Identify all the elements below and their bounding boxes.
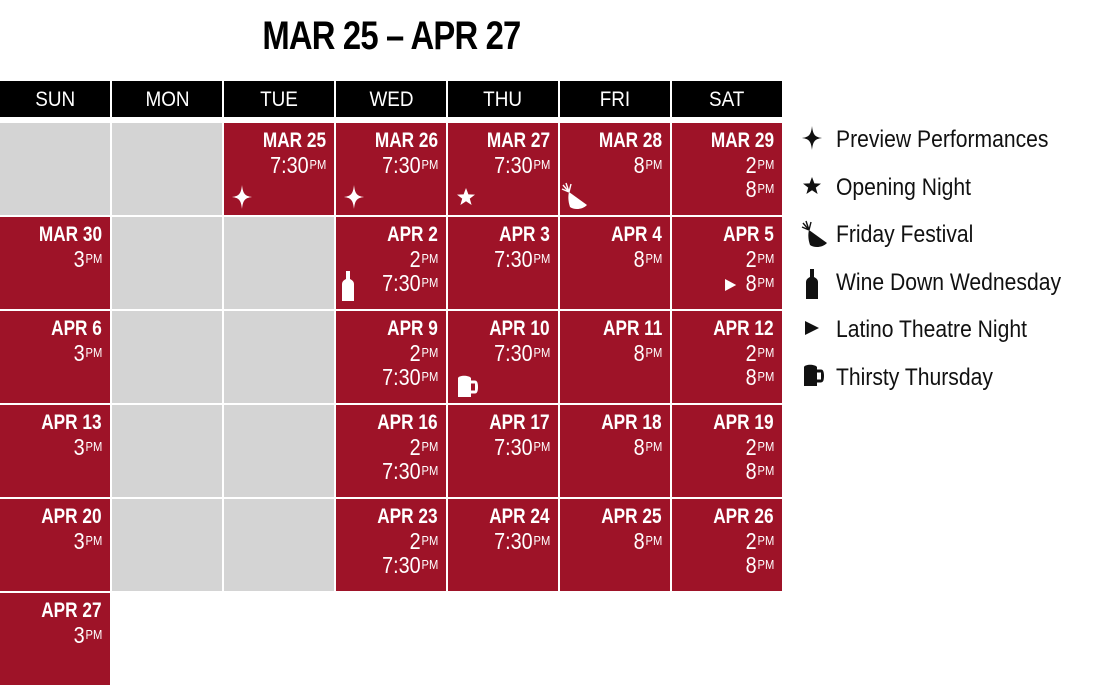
showtime — [745, 365, 774, 389]
showtime-ampm: PM — [421, 463, 438, 478]
performance-date: MAR 30 — [38, 223, 102, 246]
showtime-ampm: PM — [421, 439, 438, 454]
showtime-ampm: PM — [757, 345, 774, 360]
showtime — [73, 435, 102, 459]
showtime-value: 8 — [633, 528, 645, 554]
showtime-value: 7:30 — [381, 458, 421, 484]
page-title: MAR 25 – APR 27 — [262, 14, 521, 58]
showtimes — [373, 529, 438, 577]
showtime-value: 2 — [745, 340, 757, 366]
showtime-ampm: PM — [421, 533, 438, 548]
showtimes — [629, 341, 662, 365]
showtime-ampm: PM — [757, 463, 774, 478]
showtime — [633, 153, 662, 177]
performance-day-cell — [0, 217, 110, 309]
showtime-ampm: PM — [421, 251, 438, 266]
empty-day-cell — [224, 499, 334, 591]
showtime-ampm: PM — [533, 251, 550, 266]
showtime — [633, 435, 662, 459]
showtime — [382, 341, 438, 365]
performance-day-cell — [336, 217, 446, 309]
performance-day-cell — [336, 311, 446, 403]
legend-label: Latino Theatre Night — [836, 316, 1027, 343]
performance-day-cell — [0, 593, 110, 685]
showtime-value: 8 — [745, 176, 757, 202]
showtime-value: 8 — [633, 434, 645, 460]
showtimes — [741, 341, 774, 389]
showtime-ampm: PM — [757, 439, 774, 454]
performance-date: APR 16 — [377, 411, 438, 434]
showtime — [745, 459, 774, 483]
showtime-ampm: PM — [85, 439, 102, 454]
showtime — [745, 435, 774, 459]
showtimes — [69, 247, 102, 271]
showtime — [745, 529, 774, 553]
performance-day-cell — [672, 217, 782, 309]
showtime — [382, 153, 438, 177]
performance-day-cell — [336, 405, 446, 497]
performance-date: APR 27 — [41, 599, 102, 622]
showtimes — [741, 153, 774, 201]
showtimes — [261, 153, 326, 177]
weekday-label: FRI — [599, 88, 631, 111]
showtimes — [741, 529, 774, 577]
showtime — [382, 459, 438, 483]
showtime — [382, 365, 438, 389]
showtime-ampm: PM — [757, 533, 774, 548]
sparkle-icon — [800, 124, 830, 158]
star-icon — [800, 172, 830, 206]
performance-date: APR 24 — [489, 505, 550, 528]
showtimes — [373, 435, 438, 483]
showtime — [494, 529, 550, 553]
performance-day-cell — [0, 405, 110, 497]
showtime — [723, 247, 774, 271]
showtime-ampm: PM — [645, 533, 662, 548]
showtime-value: 8 — [745, 364, 757, 390]
weekday-sun — [0, 81, 110, 117]
beer-mug-icon — [454, 373, 480, 401]
legend-item-wine — [800, 265, 1090, 305]
showtime-ampm: PM — [757, 369, 774, 384]
showtimes — [69, 529, 102, 553]
showtime-ampm: PM — [309, 157, 326, 172]
performance-date: APR 25 — [601, 505, 662, 528]
performance-day-cell — [560, 405, 670, 497]
showtimes — [485, 153, 550, 177]
showtimes — [373, 341, 438, 389]
performance-day-cell — [336, 123, 446, 215]
showtimes — [485, 435, 550, 459]
showtime-value: 2 — [409, 246, 421, 272]
performance-day-cell — [560, 311, 670, 403]
showtime — [382, 271, 438, 295]
weekday-tue — [224, 81, 334, 117]
performance-date: APR 20 — [41, 505, 102, 528]
legend-label: Preview Performances — [836, 126, 1049, 153]
party-hat-icon — [560, 181, 590, 211]
empty-day-cell — [112, 311, 222, 403]
weekday-label: THU — [483, 88, 523, 111]
showtime — [633, 247, 662, 271]
performance-date: APR 11 — [602, 317, 662, 340]
showtime-value: 8 — [745, 552, 757, 578]
performance-day-cell — [448, 123, 558, 215]
showtime — [382, 553, 438, 577]
performance-date: MAR 26 — [374, 129, 438, 152]
showtime-value: 7:30 — [381, 552, 421, 578]
showtime-ampm: PM — [645, 345, 662, 360]
showtimes — [373, 153, 438, 177]
showtime-value: 3 — [73, 622, 85, 648]
play-arrow-icon — [723, 273, 737, 297]
performance-date: APR 12 — [713, 317, 774, 340]
showtimes — [485, 247, 550, 271]
legend-label: Wine Down Wednesday — [836, 268, 1062, 296]
weekday-wed — [336, 81, 446, 117]
performance-date: APR 19 — [713, 411, 774, 434]
legend-item-beer — [800, 360, 1090, 400]
showtime-value: 2 — [409, 528, 421, 554]
performance-date: APR 9 — [387, 317, 438, 340]
showtime — [494, 153, 550, 177]
performance-date: APR 3 — [499, 223, 550, 246]
performance-date: APR 5 — [723, 223, 774, 246]
empty-day-cell — [112, 405, 222, 497]
weekday-label: TUE — [260, 88, 298, 111]
legend-label: Thirsty Thursday — [836, 363, 993, 391]
showtime-value: 7:30 — [493, 246, 533, 272]
wine-bottle-icon — [336, 269, 360, 303]
legend-label: Opening Night — [836, 173, 972, 201]
weekday-sat — [672, 81, 782, 117]
performance-day-cell — [224, 123, 334, 215]
weekday-thu — [448, 81, 558, 117]
showtime-ampm: PM — [85, 345, 102, 360]
performance-day-cell — [560, 499, 670, 591]
showtimes — [629, 247, 662, 271]
performance-date: APR 18 — [601, 411, 662, 434]
sparkle-icon — [230, 183, 254, 211]
performance-date: APR 13 — [41, 411, 102, 434]
showtime-ampm: PM — [421, 345, 438, 360]
empty-day-cell — [224, 217, 334, 309]
showtime-value: 2 — [745, 152, 757, 178]
showtimes — [485, 341, 550, 365]
showtime-value: 7:30 — [269, 152, 309, 178]
performance-day-cell — [448, 499, 558, 591]
showtime — [745, 177, 774, 201]
showtime-value: 7:30 — [381, 364, 421, 390]
legend-label: Friday Festival — [836, 221, 974, 248]
performance-date: APR 17 — [489, 411, 550, 434]
weekday-mon — [112, 81, 222, 117]
showtime-value: 8 — [633, 152, 645, 178]
showtime — [745, 153, 774, 177]
showtime — [382, 529, 438, 553]
performance-day-cell — [560, 123, 670, 215]
showtime-ampm: PM — [757, 157, 774, 172]
performance-day-cell — [0, 311, 110, 403]
showtime-ampm: PM — [85, 627, 102, 642]
showtime — [73, 529, 102, 553]
performance-date: APR 26 — [713, 505, 774, 528]
showtime-value: 8 — [745, 270, 757, 296]
showtime — [494, 247, 550, 271]
showtime-value: 7:30 — [381, 152, 421, 178]
showtime-value: 2 — [745, 246, 757, 272]
showtimes — [69, 435, 102, 459]
showtime-value: 2 — [409, 434, 421, 460]
showtime-value: 2 — [745, 434, 757, 460]
showtime — [494, 341, 550, 365]
weekday-label: MON — [144, 88, 190, 111]
showtime-ampm: PM — [757, 181, 774, 196]
showtime-ampm: PM — [421, 157, 438, 172]
legend-item-opening — [800, 170, 1090, 210]
showtime — [270, 153, 326, 177]
showtime-ampm: PM — [533, 157, 550, 172]
showtime — [73, 247, 102, 271]
performance-day-cell — [672, 499, 782, 591]
performance-date: MAR 28 — [598, 129, 662, 152]
showtime — [382, 435, 438, 459]
performance-day-cell — [448, 405, 558, 497]
showtime-ampm: PM — [645, 439, 662, 454]
showtime-ampm: PM — [533, 533, 550, 548]
showtime — [633, 341, 662, 365]
showtime-ampm: PM — [645, 157, 662, 172]
showtime-value: 2 — [745, 528, 757, 554]
performance-date: APR 2 — [387, 223, 438, 246]
showtime — [745, 341, 774, 365]
performance-day-cell — [560, 217, 670, 309]
sparkle-icon — [342, 183, 366, 211]
showtime-ampm: PM — [533, 439, 550, 454]
showtimes — [715, 247, 774, 297]
showtimes — [485, 529, 550, 553]
performance-day-cell — [672, 123, 782, 215]
empty-day-cell — [224, 311, 334, 403]
showtime-ampm: PM — [757, 251, 774, 266]
showtimes — [629, 529, 662, 553]
showtime-ampm: PM — [757, 275, 774, 290]
performance-day-cell — [672, 405, 782, 497]
showtime-value: 7:30 — [493, 152, 533, 178]
performance-date: MAR 25 — [262, 129, 326, 152]
showtime-ampm: PM — [85, 251, 102, 266]
showtime-ampm: PM — [757, 557, 774, 572]
legend-item-festival — [800, 217, 1090, 257]
showtimes — [373, 247, 438, 295]
party-hat-icon — [800, 219, 830, 253]
showtime-ampm: PM — [421, 557, 438, 572]
showtime-value: 3 — [73, 528, 85, 554]
play-arrow-icon — [800, 314, 830, 348]
showtime-value: 8 — [633, 340, 645, 366]
showtime-value: 3 — [73, 246, 85, 272]
showtime — [73, 341, 102, 365]
showtime-value: 3 — [73, 340, 85, 366]
showtime-value: 8 — [745, 458, 757, 484]
weekday-fri — [560, 81, 670, 117]
performance-day-cell — [672, 311, 782, 403]
showtime — [745, 553, 774, 577]
showtimes — [629, 153, 662, 177]
star-icon — [454, 183, 478, 211]
showtime — [723, 271, 774, 297]
legend-item-preview — [800, 122, 1090, 162]
performance-day-cell — [336, 499, 446, 591]
showtime — [73, 623, 102, 647]
empty-day-cell — [112, 499, 222, 591]
beer-mug-icon — [800, 362, 830, 396]
showtime — [494, 435, 550, 459]
wine-bottle-icon — [800, 267, 830, 301]
performance-date: APR 4 — [611, 223, 662, 246]
showtimes — [69, 341, 102, 365]
showtimes — [629, 435, 662, 459]
showtime-value: 3 — [73, 434, 85, 460]
weekday-label: SUN — [35, 88, 75, 111]
showtime-value: 7:30 — [493, 528, 533, 554]
showtime-ampm: PM — [533, 345, 550, 360]
showtime-ampm: PM — [421, 369, 438, 384]
performance-day-cell — [448, 311, 558, 403]
empty-day-cell — [112, 217, 222, 309]
showtime-value: 7:30 — [493, 340, 533, 366]
performance-date: APR 6 — [51, 317, 102, 340]
performance-date: APR 10 — [489, 317, 550, 340]
showtime-ampm: PM — [85, 533, 102, 548]
performance-day-cell — [0, 499, 110, 591]
showtimes — [741, 435, 774, 483]
weekday-header — [0, 81, 784, 117]
legend-item-latino — [800, 312, 1090, 352]
performance-day-cell — [448, 217, 558, 309]
performance-date: MAR 27 — [486, 129, 550, 152]
showtime-ampm: PM — [421, 275, 438, 290]
empty-day-cell — [0, 123, 110, 215]
weekday-label: WED — [368, 88, 414, 111]
weekday-label: SAT — [709, 88, 745, 111]
performance-date: MAR 29 — [710, 129, 774, 152]
showtime-value: 7:30 — [493, 434, 533, 460]
showtime — [633, 529, 662, 553]
empty-day-cell — [112, 123, 222, 215]
showtimes — [69, 623, 102, 647]
showtime-ampm: PM — [645, 251, 662, 266]
performance-date: APR 23 — [377, 505, 438, 528]
empty-day-cell — [224, 405, 334, 497]
showtime-value: 8 — [633, 246, 645, 272]
showtime-value: 7:30 — [381, 270, 421, 296]
showtime — [382, 247, 438, 271]
showtime-value: 2 — [409, 340, 421, 366]
